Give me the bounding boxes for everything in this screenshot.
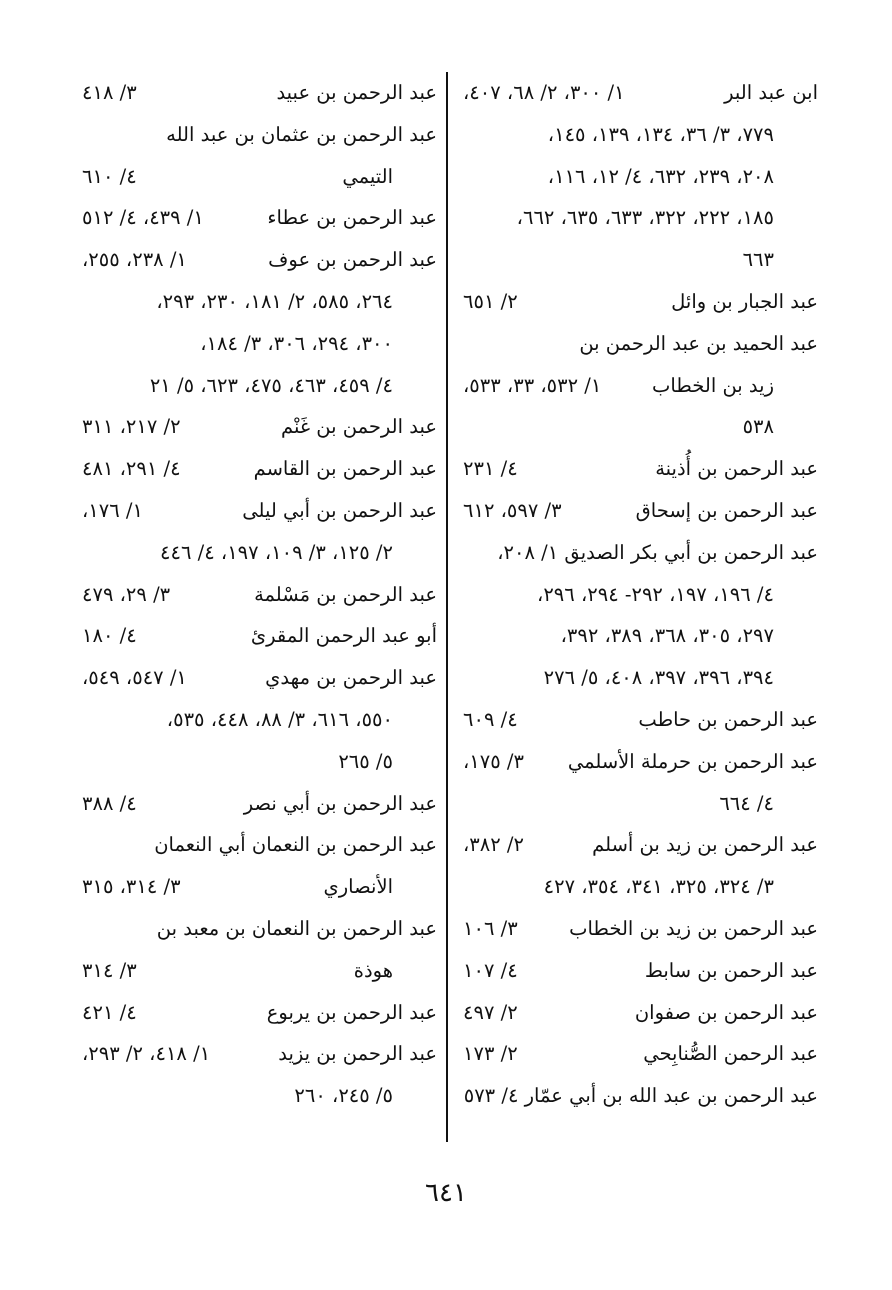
entry-page-refs: ٤/ ٢٩١، ٤٨١ [82, 457, 181, 481]
entry-name: التيمي [342, 164, 393, 188]
entry-name: ابن عبد البر [724, 81, 818, 104]
entry-page-refs: ٣/ ٣١٤ [82, 958, 137, 982]
entry-name: عبد الرحمن بن عطاء [267, 206, 437, 230]
index-entry-line [82, 406, 437, 448]
entry-name: عبد الرحمن بن أبي بكر الصديق ١/ ٢٠٨، [497, 540, 818, 564]
entry-name: عبد الرحمن بن حرملة الأسلمي [567, 749, 818, 773]
entry-page-refs: ٧٧٩، ٣/ ٣٦، ١٣٤، ١٣٩، ١٤٥، [547, 122, 774, 146]
entry-page-refs: ٣/ ٢٩، ٤٧٩ [82, 582, 171, 606]
entry-page-refs: ١/ ٣٠٠، ٢/ ٦٨، ٤٠٧، [463, 81, 625, 104]
entry-page-refs: ١/ ٤١٨، ٢/ ٢٩٣، [82, 1042, 211, 1066]
entry-name: زيد بن الخطاب [652, 373, 774, 397]
index-entry-line [463, 950, 818, 992]
entry-page-refs: ٢/ ٣٨٢، [463, 833, 524, 857]
index-entry-line [82, 574, 437, 616]
index-entry-line [463, 281, 818, 323]
entry-page-refs: ٤/ ٢٣١ [463, 457, 518, 481]
entry-page-refs: ٣/ ١٠٦ [463, 916, 518, 940]
entry-page-refs: ٣/ ٤١٨ [82, 81, 137, 104]
entry-page-refs: ٥٥٠، ٦١٦، ٣/ ٨٨، ٤٤٨، ٥٣٥، [166, 707, 393, 731]
index-entry-line [82, 72, 437, 114]
index-entry-line [82, 448, 437, 490]
entry-page-refs: ٥/ ٢٤٥، ٢٦٠ [294, 1084, 393, 1108]
index-entry-line [82, 365, 437, 407]
entry-name: عبد الرحمن بن يزيد [278, 1042, 437, 1066]
entry-page-refs: ٥٣٨ [742, 415, 774, 439]
entry-name: عبد الرحمن بن النعمان أبي النعمان [154, 833, 437, 857]
index-entry-line [82, 281, 437, 323]
index-entry-line [82, 490, 437, 532]
entry-page-refs: ٤/ ٤٥٩، ٤٦٣، ٤٧٥، ٦٢٣، ٥/ ٢١ [149, 373, 393, 397]
index-entry-line [82, 615, 437, 657]
index-entry-line [463, 1075, 818, 1117]
entry-page-refs: ٣٠٠، ٢٩٤، ٣٠٦، ٣/ ١٨٤، [200, 331, 393, 355]
entry-name: عبد الجبار بن وائل [671, 289, 818, 313]
entry-page-refs: ٤/ ١٩٦، ١٩٧، ٢٩٢- ٢٩٤، ٢٩٦، [537, 582, 774, 606]
index-entry-line [82, 239, 437, 281]
entry-name: عبد الرحمن بن سابط [644, 958, 818, 982]
entry-name: عبد الرحمن بن إسحاق [635, 498, 818, 522]
index-entry-line [463, 783, 818, 825]
index-column-right [463, 72, 818, 1147]
index-entry-line [463, 615, 818, 657]
index-entry-line [82, 1033, 437, 1075]
entry-page-refs: ٤/ ١٨٠ [82, 624, 137, 648]
index-entry-line [463, 197, 818, 239]
entry-page-refs: ٢٦٤، ٥٨٥، ٢/ ١٨١، ٢٣٠، ٢٩٣، [156, 289, 393, 313]
index-entry-line [463, 908, 818, 950]
index-entry-line [463, 574, 818, 616]
index-entry-line [463, 532, 818, 574]
index-entry-line [82, 950, 437, 992]
entry-name: الأنصاري [323, 875, 393, 899]
entry-name: عبد الرحمن بن عبد الله بن أبي عمّار ٤/ ٥٧٣ [463, 1084, 818, 1108]
entry-name: عبد الرحمن بن أبي نصر [243, 791, 437, 815]
entry-page-refs: ٣/ ٥٩٧، ٦١٢ [463, 498, 562, 522]
index-entry-line [463, 406, 818, 448]
entry-name: عبد الرحمن بن مَسْلمة [254, 582, 437, 606]
entry-page-refs: ١/ ٢٣٨، ٢٥٥، [82, 248, 187, 272]
index-entry-line [463, 365, 818, 407]
entry-name: عبد الرحمن بن عبيد [276, 81, 437, 104]
entry-name: عبد الحميد بن عبد الرحمن بن [579, 331, 818, 355]
entry-page-refs: ٢٩٧، ٣٠٥، ٣٦٨، ٣٨٩، ٣٩٢، [560, 624, 774, 648]
index-entry-line [82, 783, 437, 825]
entry-page-refs: ٢٠٨، ٢٣٩، ٦٣٢، ٤/ ١٢، ١١٦، [547, 164, 774, 188]
index-entry-line [463, 824, 818, 866]
entry-name: عبد الرحمن بن القاسم [253, 457, 437, 481]
index-entry-line [82, 532, 437, 574]
entry-page-refs: ٦٦٣ [742, 248, 774, 272]
column-divider [446, 72, 448, 1142]
index-entry-line [82, 699, 437, 741]
index-entry-line [463, 156, 818, 198]
entry-page-refs: ٢/ ٦٥١ [463, 289, 518, 313]
index-entry-line [463, 992, 818, 1034]
index-entry-line [463, 1033, 818, 1075]
index-entry-line [82, 156, 437, 198]
entry-page-refs: ٢/ ١٢٥، ٣/ ١٠٩، ١٩٧، ٤/ ٤٤٦ [160, 540, 393, 564]
entry-name: عبد الرحمن بن النعمان بن معبد بن [156, 916, 437, 940]
entry-name: عبد الرحمن بن صفوان [634, 1000, 818, 1024]
entry-page-refs: ٤/ ٣٨٨ [82, 791, 137, 815]
entry-name: عبد الرحمن بن حاطب [638, 707, 818, 731]
entry-page-refs: ٢/ ٤٩٧ [463, 1000, 518, 1024]
entry-page-refs: ٢/ ١٧٣ [463, 1042, 518, 1066]
index-column-left [82, 72, 437, 1147]
entry-page-refs: ٥/ ٢٦٥ [338, 749, 393, 773]
entry-name: عبد الرحمن بن مهدي [265, 666, 437, 690]
entry-page-refs: ٤/ ٦٠٩ [463, 707, 518, 731]
index-entry-line [82, 866, 437, 908]
entry-page-refs: ٣/ ٣٢٤، ٣٢٥، ٣٤١، ٣٥٤، ٤٢٧ [543, 875, 774, 899]
index-entry-line [463, 72, 818, 114]
entry-name: عبد الرحمن بن زيد بن أسلم [592, 833, 818, 857]
entry-name: عبد الرحمن بن عثمان بن عبد الله [166, 122, 437, 146]
entry-name: عبد الرحمن بن أُذينة [655, 457, 818, 481]
entry-page-refs: ٣/ ١٧٥، [463, 749, 524, 773]
index-entry-line [463, 657, 818, 699]
entry-name: عبد الرحمن بن زيد بن الخطاب [569, 916, 818, 940]
index-entry-line [463, 741, 818, 783]
entry-page-refs: ٤/ ٦٦٤ [719, 791, 774, 815]
entry-page-refs: ١/ ١٧٦، [82, 498, 143, 522]
index-entry-line [463, 323, 818, 365]
entry-page-refs: ٢/ ٢١٧، ٣١١ [82, 415, 181, 439]
entry-name: عبد الرحمن بن عوف [268, 248, 437, 272]
index-entry-line [82, 824, 437, 866]
entry-page-refs: ١/ ٥٤٧، ٥٤٩، [82, 666, 187, 690]
entry-page-refs: ١/ ٥٣٢، ٣٣، ٥٣٣، [463, 373, 602, 397]
entry-page-refs: ١/ ٤٣٩، ٤/ ٥١٢ [82, 206, 204, 230]
entry-name: هوذة [353, 958, 393, 982]
entry-page-refs: ٤/ ٦١٠ [82, 164, 137, 188]
index-entry-line [82, 197, 437, 239]
entry-name: عبد الرحمن بن أبي ليلى [242, 498, 437, 522]
index-entry-line [463, 699, 818, 741]
entry-page-refs: ٣/ ٣١٤، ٣١٥ [82, 875, 181, 899]
index-entry-line [82, 992, 437, 1034]
entry-name: عبد الرحمن الصُّنابِحي [643, 1042, 818, 1066]
entry-page-refs: ٣٩٤، ٣٩٦، ٣٩٧، ٤٠٨، ٥/ ٢٧٦ [543, 666, 774, 690]
index-entry-line [82, 908, 437, 950]
entry-name: عبد الرحمن بن يربوع [266, 1000, 437, 1024]
index-entry-line [463, 114, 818, 156]
index-entry-line [463, 866, 818, 908]
index-entry-line [82, 741, 437, 783]
index-entry-line [82, 657, 437, 699]
entry-page-refs: ٤/ ١٠٧ [463, 958, 518, 982]
entry-page-refs: ١٨٥، ٢٢٢، ٣٢٢، ٦٣٣، ٦٣٥، ٦٦٢، [516, 206, 774, 230]
index-entry-line [82, 1075, 437, 1117]
index-entry-line [463, 490, 818, 532]
entry-name: عبد الرحمن بن غَنْم [281, 415, 437, 439]
index-entry-line [463, 239, 818, 281]
index-entry-line [82, 114, 437, 156]
index-entry-line [463, 448, 818, 490]
page-number: ٦٤١ [425, 1178, 467, 1208]
entry-page-refs: ٤/ ٤٢١ [82, 1000, 137, 1024]
entry-name: أبو عبد الرحمن المقرئ [250, 624, 437, 648]
index-entry-line [82, 323, 437, 365]
